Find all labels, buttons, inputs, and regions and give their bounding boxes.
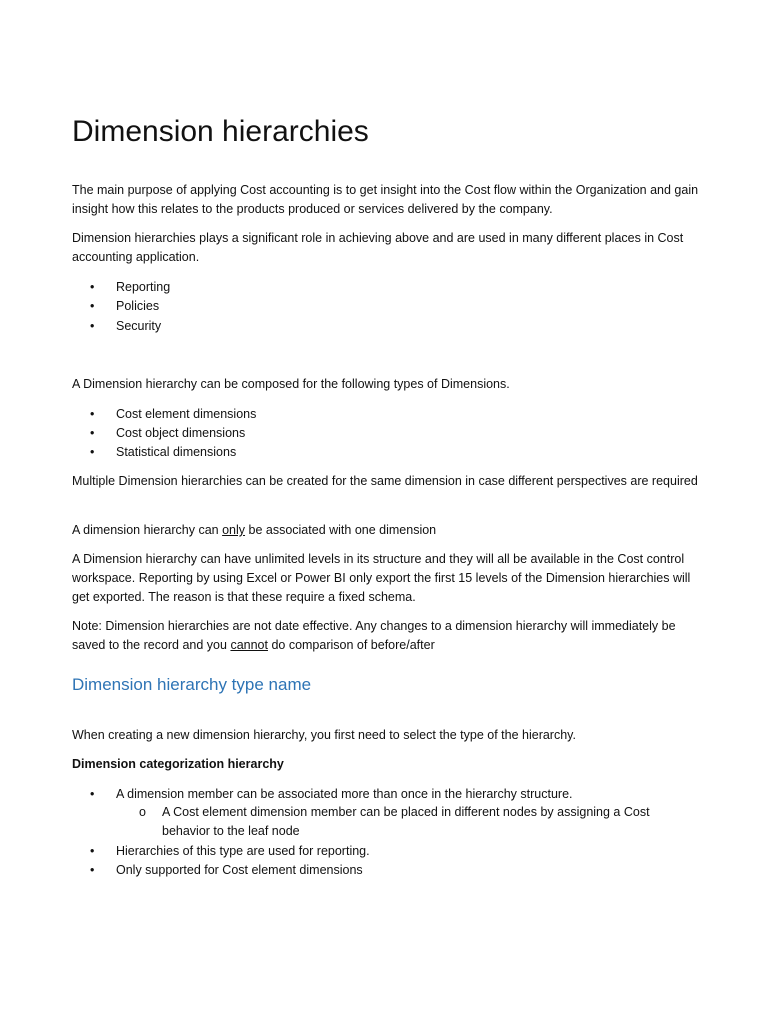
subsection-heading: Dimension categorization hierarchy xyxy=(72,757,284,771)
list-item-reporting: Reporting xyxy=(116,280,171,294)
bullet-marker: • xyxy=(90,787,95,801)
text-run: be associated with one dimension xyxy=(245,523,437,537)
sub-bullet-marker: o xyxy=(139,805,146,819)
intro-paragraph-1: The main purpose of applying Cost accounting is to get insight into the Cost flow within the Organization and gain insight how this relates to the products produced or services delivered by the company. xyxy=(72,183,699,216)
sub-list-item-cost-behavior: A Cost element dimension member can be placed in different nodes by assigning a Cost behavior to the leaf node xyxy=(162,805,650,838)
list-item-reporting-use: Hierarchies of this type are used for reporting. xyxy=(116,844,370,858)
bullet-marker: • xyxy=(90,426,95,440)
bullet-marker: • xyxy=(90,844,95,858)
levels-paragraph: A Dimension hierarchy can have unlimited levels in its structure and they will all be available in the Cost control workspace. Reporting by using Excel or Power BI only export the first 15 levels of the Dimension hierarchies will get exported. The reason is that these require a fixed schema. xyxy=(72,552,691,604)
bullet-marker: • xyxy=(90,863,95,877)
list-item-policies: Policies xyxy=(116,299,160,313)
list-item-security: Security xyxy=(116,319,162,333)
bullet-marker: • xyxy=(90,319,95,333)
list-item-cost-element-only: Only supported for Cost element dimensions xyxy=(116,863,363,877)
bullet-marker: • xyxy=(90,280,95,294)
intro-paragraph-2: Dimension hierarchies plays a significant role in achieving above and are used in many different places in Cost accounting application. xyxy=(72,231,684,264)
section-intro-paragraph: When creating a new dimension hierarchy, you first need to select the type of the hierarchy. xyxy=(72,728,576,742)
note-paragraph xyxy=(72,617,702,655)
multiple-hierarchies-paragraph: Multiple Dimension hierarchies can be created for the same dimension in case different perspectives are required xyxy=(72,474,698,488)
list-item-cost-element: Cost element dimensions xyxy=(116,407,257,421)
bullet-marker: • xyxy=(90,299,95,313)
text-run: Note: Dimension hierarchies are not date effective. Any changes to a dimension hierarchy will immediately be saved to the record and you xyxy=(72,619,676,652)
text-run: do comparison of before/after xyxy=(267,638,435,652)
bullet-marker: • xyxy=(90,445,95,459)
list-item-statistical: Statistical dimensions xyxy=(116,445,237,459)
section-heading: Dimension hierarchy type name xyxy=(72,675,312,694)
list-item-cost-object: Cost object dimensions xyxy=(116,426,246,440)
types-intro-paragraph: A Dimension hierarchy can be composed for the following types of Dimensions. xyxy=(72,377,510,391)
text-run: A dimension hierarchy can xyxy=(72,523,223,537)
underlined-emphasis: cannot xyxy=(230,638,268,652)
bullet-marker: • xyxy=(90,407,95,421)
page-title: Dimension hierarchies xyxy=(72,115,369,148)
only-one-dimension-paragraph xyxy=(72,521,702,540)
underlined-emphasis: only xyxy=(222,523,246,537)
list-item-member-multiple: A dimension member can be associated more than once in the hierarchy structure. xyxy=(116,787,573,801)
